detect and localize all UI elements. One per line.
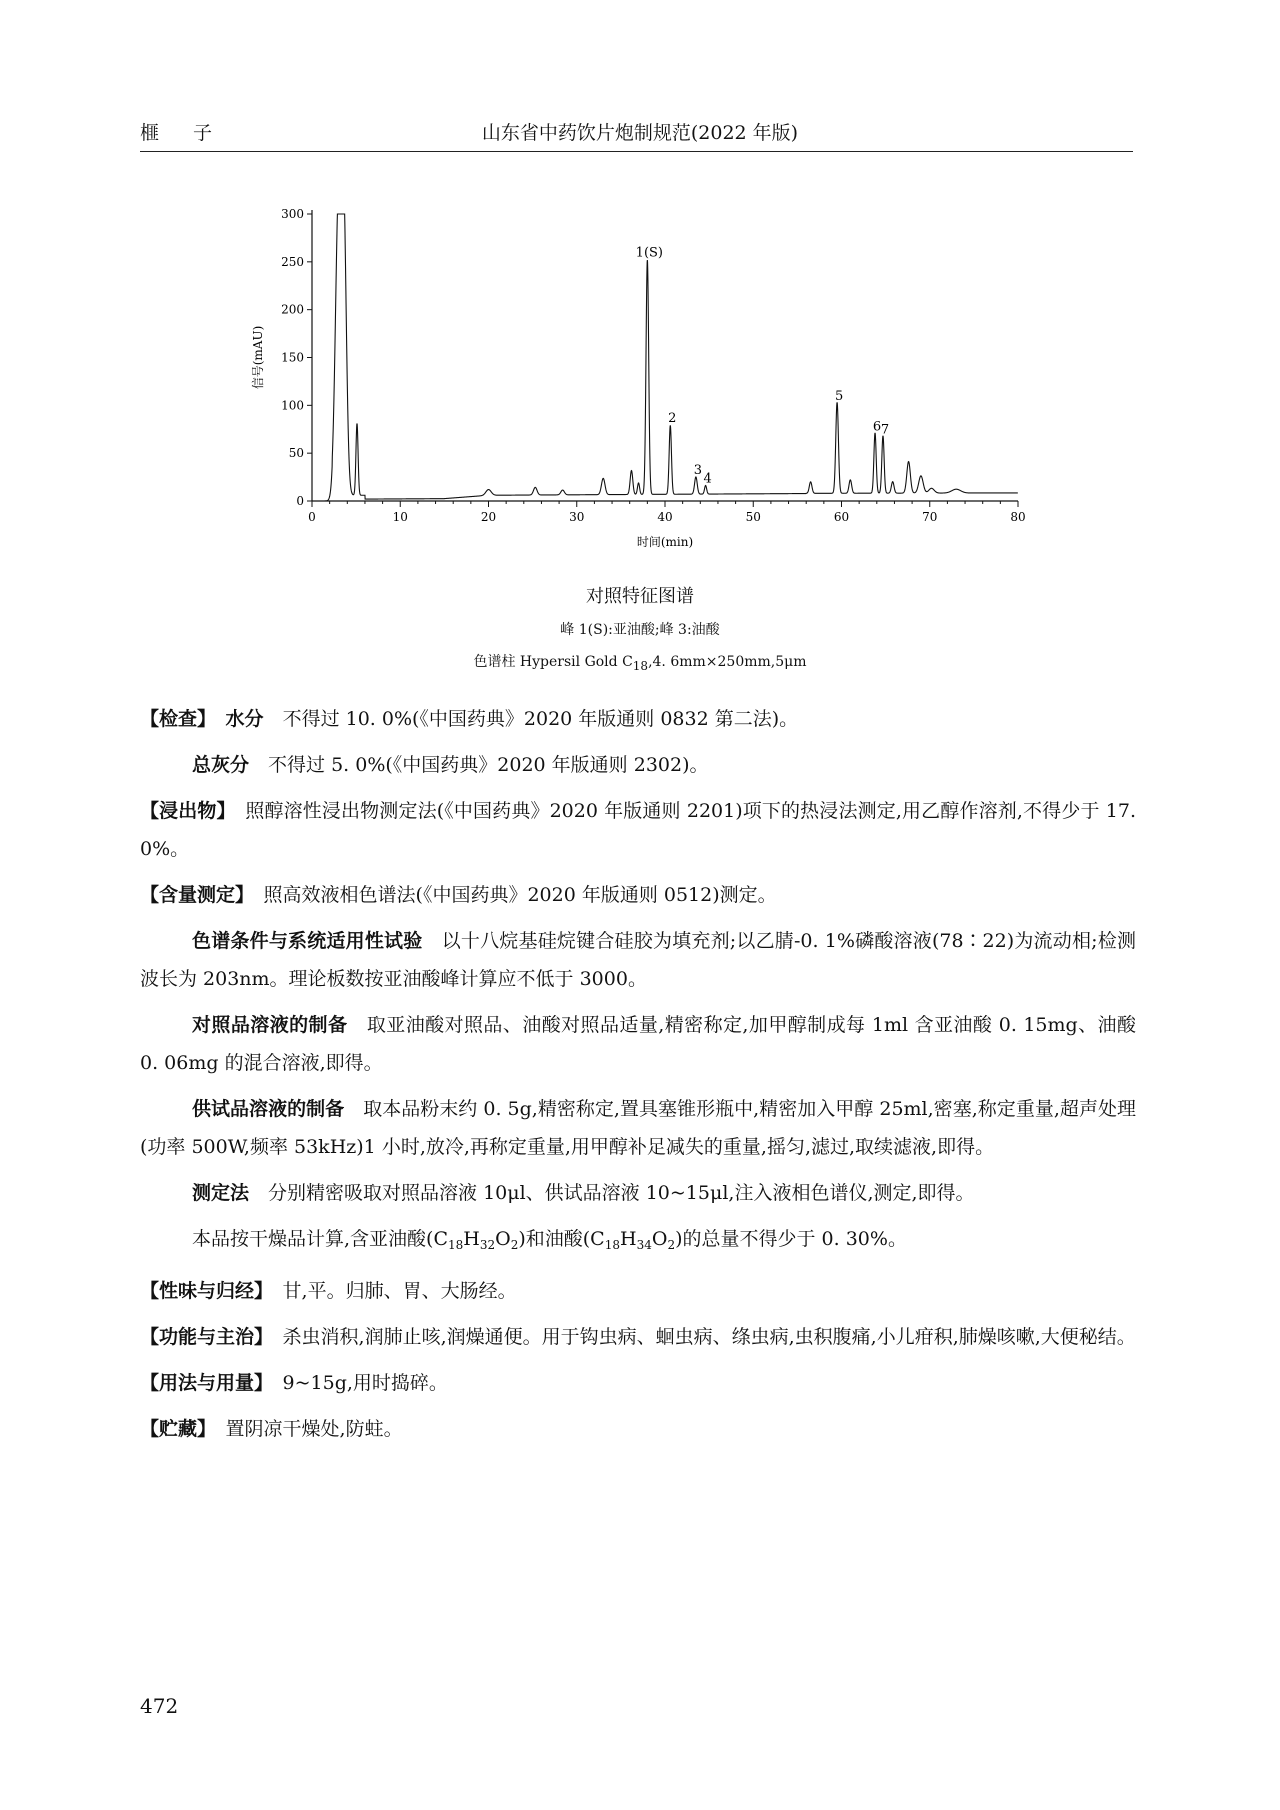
content-a: 本品按干燥品计算,含亚油酸(C xyxy=(192,1228,448,1250)
sub-34: 34 xyxy=(636,1238,652,1252)
text-gongshi: 取本品粉末约 0. 5g,精密称定,置具塞锥形瓶中,精密加入甲醇 25ml,密塞,称定重量,超声处理(功率 500W,频率 53kHz)1 小时,放冷,再称定重量,用甲醇补足减失的重量,摇匀,滤过,取续滤液,即得。 xyxy=(140,1098,1136,1158)
y-tick-label: 200 xyxy=(281,302,304,317)
y-tick-label: 0 xyxy=(296,494,304,508)
y-tick-label: 100 xyxy=(281,398,304,413)
text-zonghui: 不得过 5. 0%(《中国药典》2020 年版通则 2302)。 xyxy=(268,754,709,776)
chart-caption-title: 对照特征图谱 xyxy=(586,586,694,607)
x-tick-label: 10 xyxy=(392,510,408,524)
para-yongfa xyxy=(140,1364,1136,1402)
para-gongshi xyxy=(140,1090,1136,1166)
header-rule xyxy=(140,151,1133,152)
para-jinchu xyxy=(140,792,1136,868)
text-hanliang: 照高效液相色谱法(《中国药典》2020 年版通则 0512)测定。 xyxy=(263,884,777,906)
text-jinchu: 照醇溶性浸出物测定法(《中国药典》2020 年版通则 2201)项下的热浸法测定,用乙醇作溶剂,不得少于 17. 0%。 xyxy=(140,800,1136,860)
label-duizhao: 对照品溶液的制备 xyxy=(192,1014,348,1036)
para-jiancha xyxy=(140,700,1136,738)
para-zonghui xyxy=(140,746,1136,784)
text-sepu: 以十八烷基硅烷键合硅胶为填充剂;以乙腈-0. 1%磷酸溶液(78∶22)为流动相;检测波长为 203nm。理论板数按亚油酸峰计算应不低于 3000。 xyxy=(140,930,1136,990)
running-header xyxy=(140,112,1140,152)
content-e: )的总量不得少于 0. 30%。 xyxy=(675,1228,907,1250)
y-tick-label: 150 xyxy=(281,350,304,365)
y-tick-label: 300 xyxy=(281,207,304,221)
label-xingwei: 【性味与归经】 xyxy=(140,1280,264,1302)
page-number: 472 xyxy=(140,1694,179,1718)
chart-caption-column xyxy=(140,651,1140,673)
peak-label: 1(S) xyxy=(635,245,664,261)
x-tick-label: 80 xyxy=(1010,510,1026,524)
sub-32: 32 xyxy=(479,1238,496,1252)
x-tick-label: 50 xyxy=(745,510,761,524)
column-suffix: ,4. 6mm×250mm,5μm xyxy=(648,654,807,670)
para-hanliang xyxy=(140,876,1136,914)
label-jiancha: 【检查】 xyxy=(140,708,207,730)
label-ceding: 测定法 xyxy=(192,1182,250,1204)
chart-caption-peaks: 峰 1(S):亚油酸;峰 3:油酸 xyxy=(560,622,720,638)
text-ceding: 分别精密吸取对照品溶液 10μl、供试品溶液 10~15μl,注入液相色谱仪,测定,即得。 xyxy=(268,1182,975,1204)
para-sepu xyxy=(140,922,1136,998)
x-tick-label: 0 xyxy=(308,510,316,524)
label-zhucang: 【贮藏】 xyxy=(140,1418,207,1440)
column-sub: 18 xyxy=(632,659,649,673)
y-tick-label: 250 xyxy=(281,254,304,269)
text-shuifen: 不得过 10. 0%(《中国药典》2020 年版通则 0832 第二法)。 xyxy=(282,708,799,730)
sub-18b: 18 xyxy=(604,1238,621,1252)
y-axis-label: 信号(mAU) xyxy=(251,325,265,390)
text-gongneng: 杀虫消积,润肺止咳,润燥通便。用于钩虫病、蛔虫病、绦虫病,虫积腹痛,小儿疳积,肺燥咳嗽,大便秘结。 xyxy=(282,1326,1136,1348)
column-prefix: 色谱柱 Hypersil Gold C xyxy=(473,654,633,670)
sub-2a: 2 xyxy=(510,1238,519,1252)
label-sepu: 色谱条件与系统适用性试验 xyxy=(192,930,423,952)
x-axis-label: 时间(min) xyxy=(636,535,694,549)
peak-label: 2 xyxy=(668,411,677,427)
text-yongfa: 9~15g,用时捣碎。 xyxy=(282,1372,448,1394)
content-c2: O xyxy=(651,1228,668,1250)
y-tick-label: 50 xyxy=(288,446,304,461)
label-shuifen: 水分 xyxy=(225,708,264,730)
label-gongneng: 【功能与主治】 xyxy=(140,1326,264,1348)
x-tick-label: 60 xyxy=(833,510,850,524)
label-hanliang: 【含量测定】 xyxy=(140,884,245,906)
header-herb-name: 榧 子 xyxy=(140,122,227,144)
text-zhucang: 置阴凉干燥处,防蛀。 xyxy=(225,1418,403,1440)
content-c1: O xyxy=(495,1228,511,1250)
text-duizhao: 取亚油酸对照品、油酸对照品适量,精密称定,加甲醇制成每 1ml 含亚油酸 0. 15mg、油酸 0. 06mg 的混合溶液,即得。 xyxy=(140,1014,1136,1074)
sub-18a: 18 xyxy=(448,1238,464,1252)
x-tick-label: 30 xyxy=(569,510,585,524)
peak-label: 7 xyxy=(880,422,890,438)
label-jinchu: 【浸出物】 xyxy=(140,800,227,822)
para-ceding xyxy=(140,1174,1136,1212)
signal-trace xyxy=(312,214,1018,501)
content-b2: H xyxy=(620,1228,637,1250)
para-content-limit xyxy=(140,1220,1136,1264)
monograph-body xyxy=(140,700,1136,1456)
label-zonghui: 总灰分 xyxy=(192,754,250,776)
para-xingwei xyxy=(140,1272,1136,1310)
x-tick-label: 20 xyxy=(480,510,497,524)
label-yongfa: 【用法与用量】 xyxy=(140,1372,264,1394)
header-book-title: 山东省中药饮片炮制规范(2022 年版) xyxy=(481,122,799,144)
para-duizhao xyxy=(140,1006,1136,1082)
sub-2b: 2 xyxy=(667,1238,676,1252)
x-tick-label: 70 xyxy=(922,510,938,524)
peak-label: 4 xyxy=(703,471,712,487)
content-b1: H xyxy=(463,1228,480,1250)
text-xingwei: 甘,平。归肺、胃、大肠经。 xyxy=(282,1280,517,1302)
chromatogram-chart xyxy=(236,196,1056,566)
content-d: )和油酸(C xyxy=(518,1228,605,1250)
para-zhucang xyxy=(140,1410,1136,1448)
para-gongneng xyxy=(140,1318,1136,1356)
x-tick-label: 40 xyxy=(657,510,673,524)
peak-label: 6 xyxy=(872,419,882,435)
label-gongshi: 供试品溶液的制备 xyxy=(192,1098,345,1120)
peak-label: 5 xyxy=(834,389,844,405)
peak-label: 3 xyxy=(693,462,703,478)
